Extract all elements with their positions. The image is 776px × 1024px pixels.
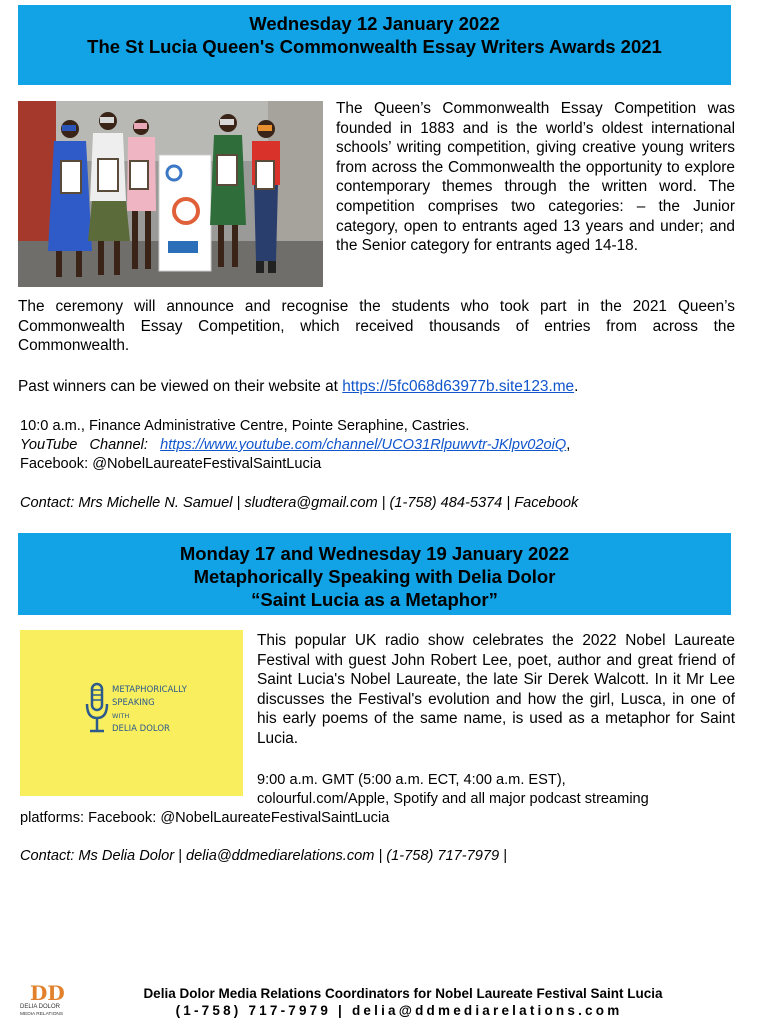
- youtube-channel-label: YouTube Channel:: [20, 437, 161, 453]
- footer-line1: Delia Dolor Media Relations Coordinators for Nobel Laureate Festival Saint Lucia: [143, 986, 663, 1001]
- podcast-cover-image: [20, 630, 243, 796]
- footer-line2: (1-758) 717-7979 | delia@ddmediarelations.com: [175, 1003, 623, 1018]
- event2-description: This popular UK radio show celebrates the 2022 Nobel Laureate Festival with guest John Robert Lee, poet, author and great friend of Saint Lucia's Nobel Laureate, the late Sir Derek Walcott. In it Mr Lee discusses the Festival's evolution and how the girl, Lusca, in one of his early poems of the same name, is used as a metaphor for Saint Lucia.: [257, 632, 735, 747]
- event1-facebook: Facebook: @NobelLaureateFestivalSaintLucia: [20, 456, 322, 472]
- event1-title: The St Lucia Queen's Commonwealth Essay Writers Awards 2021: [87, 36, 662, 57]
- podcast-title-line2: SPEAKING: [112, 698, 155, 708]
- event2-subtitle: “Saint Lucia as a Metaphor”: [251, 589, 498, 610]
- event2-platforms-line2: platforms: Facebook: @NobelLaureateFestivalSaintLucia: [20, 810, 390, 826]
- event1-banner: [18, 5, 731, 85]
- podcast-title-line1: METAPHORICALLY: [112, 685, 187, 695]
- event2-date: Monday 17 and Wednesday 19 January 2022: [179, 543, 570, 564]
- event2-banner: [18, 533, 731, 615]
- event2-platforms-line1: colourful.com/Apple, Spotify and all major podcast streaming: [257, 791, 649, 807]
- logo-sub: MEDIA RELATIONS: [20, 1012, 64, 1017]
- past-winners-prefix: Past winners can be viewed on their website at: [18, 378, 343, 395]
- logo-name: DELIA DOLOR: [20, 1004, 61, 1010]
- podcast-title-line4: DELIA DOLOR: [112, 724, 170, 734]
- youtube-suffix: ,: [566, 437, 571, 453]
- award-winners-photo-illustration: [18, 101, 323, 287]
- event1-venue: 10:0 a.m., Finance Administrative Centre, Pointe Seraphine, Castries.: [20, 418, 470, 434]
- youtube-channel-link[interactable]: https://www.youtube.com/channel/UCO31Rlpuwvtr-JKlpv02oiQ: [160, 437, 567, 453]
- event2-contact: Contact: Ms Delia Dolor | delia@ddmediarelations.com | (1-758) 717-7979 |: [20, 848, 507, 864]
- event1-date: Wednesday 12 January 2022: [249, 13, 500, 34]
- event1-youtube: [20, 436, 570, 455]
- event2-title: Metaphorically Speaking with Delia Dolor: [193, 566, 556, 587]
- award-winners-photo: [18, 101, 323, 287]
- event1-intro-text: The Queen’s Commonwealth Essay Competition was founded in 1883 and is the world’s oldest international schools’ writing competition, giving creative young writers from across the Commonwealth the opportunity to explore contemporary themes through the written word. The competition comprises two categories: – the Junior category, open to entrants aged 13 years and under; and the Senior category for entrants aged 14-18.: [336, 100, 735, 255]
- event1-past-winners: [18, 377, 578, 396]
- podcast-title-line3: WITH: [112, 712, 130, 720]
- event1-ceremony-text: The ceremony will announce and recognise the students who took part in the 2021 Queen’s Commonwealth Essay Competition, which received thousands of entries from across the Commonwealth.: [18, 298, 735, 355]
- past-winners-suffix: .: [574, 378, 579, 395]
- event2-time: 9:00 a.m. GMT (5:00 a.m. ECT, 4:00 a.m. EST),: [257, 772, 566, 788]
- event1-contact: Contact: Mrs Michelle N. Samuel | sludtera@gmail.com | (1-758) 484-5374 | Facebook: [20, 495, 579, 511]
- logo-letters: DD: [30, 981, 65, 1005]
- past-winners-link[interactable]: https://5fc068d63977b.site123.me: [342, 378, 575, 395]
